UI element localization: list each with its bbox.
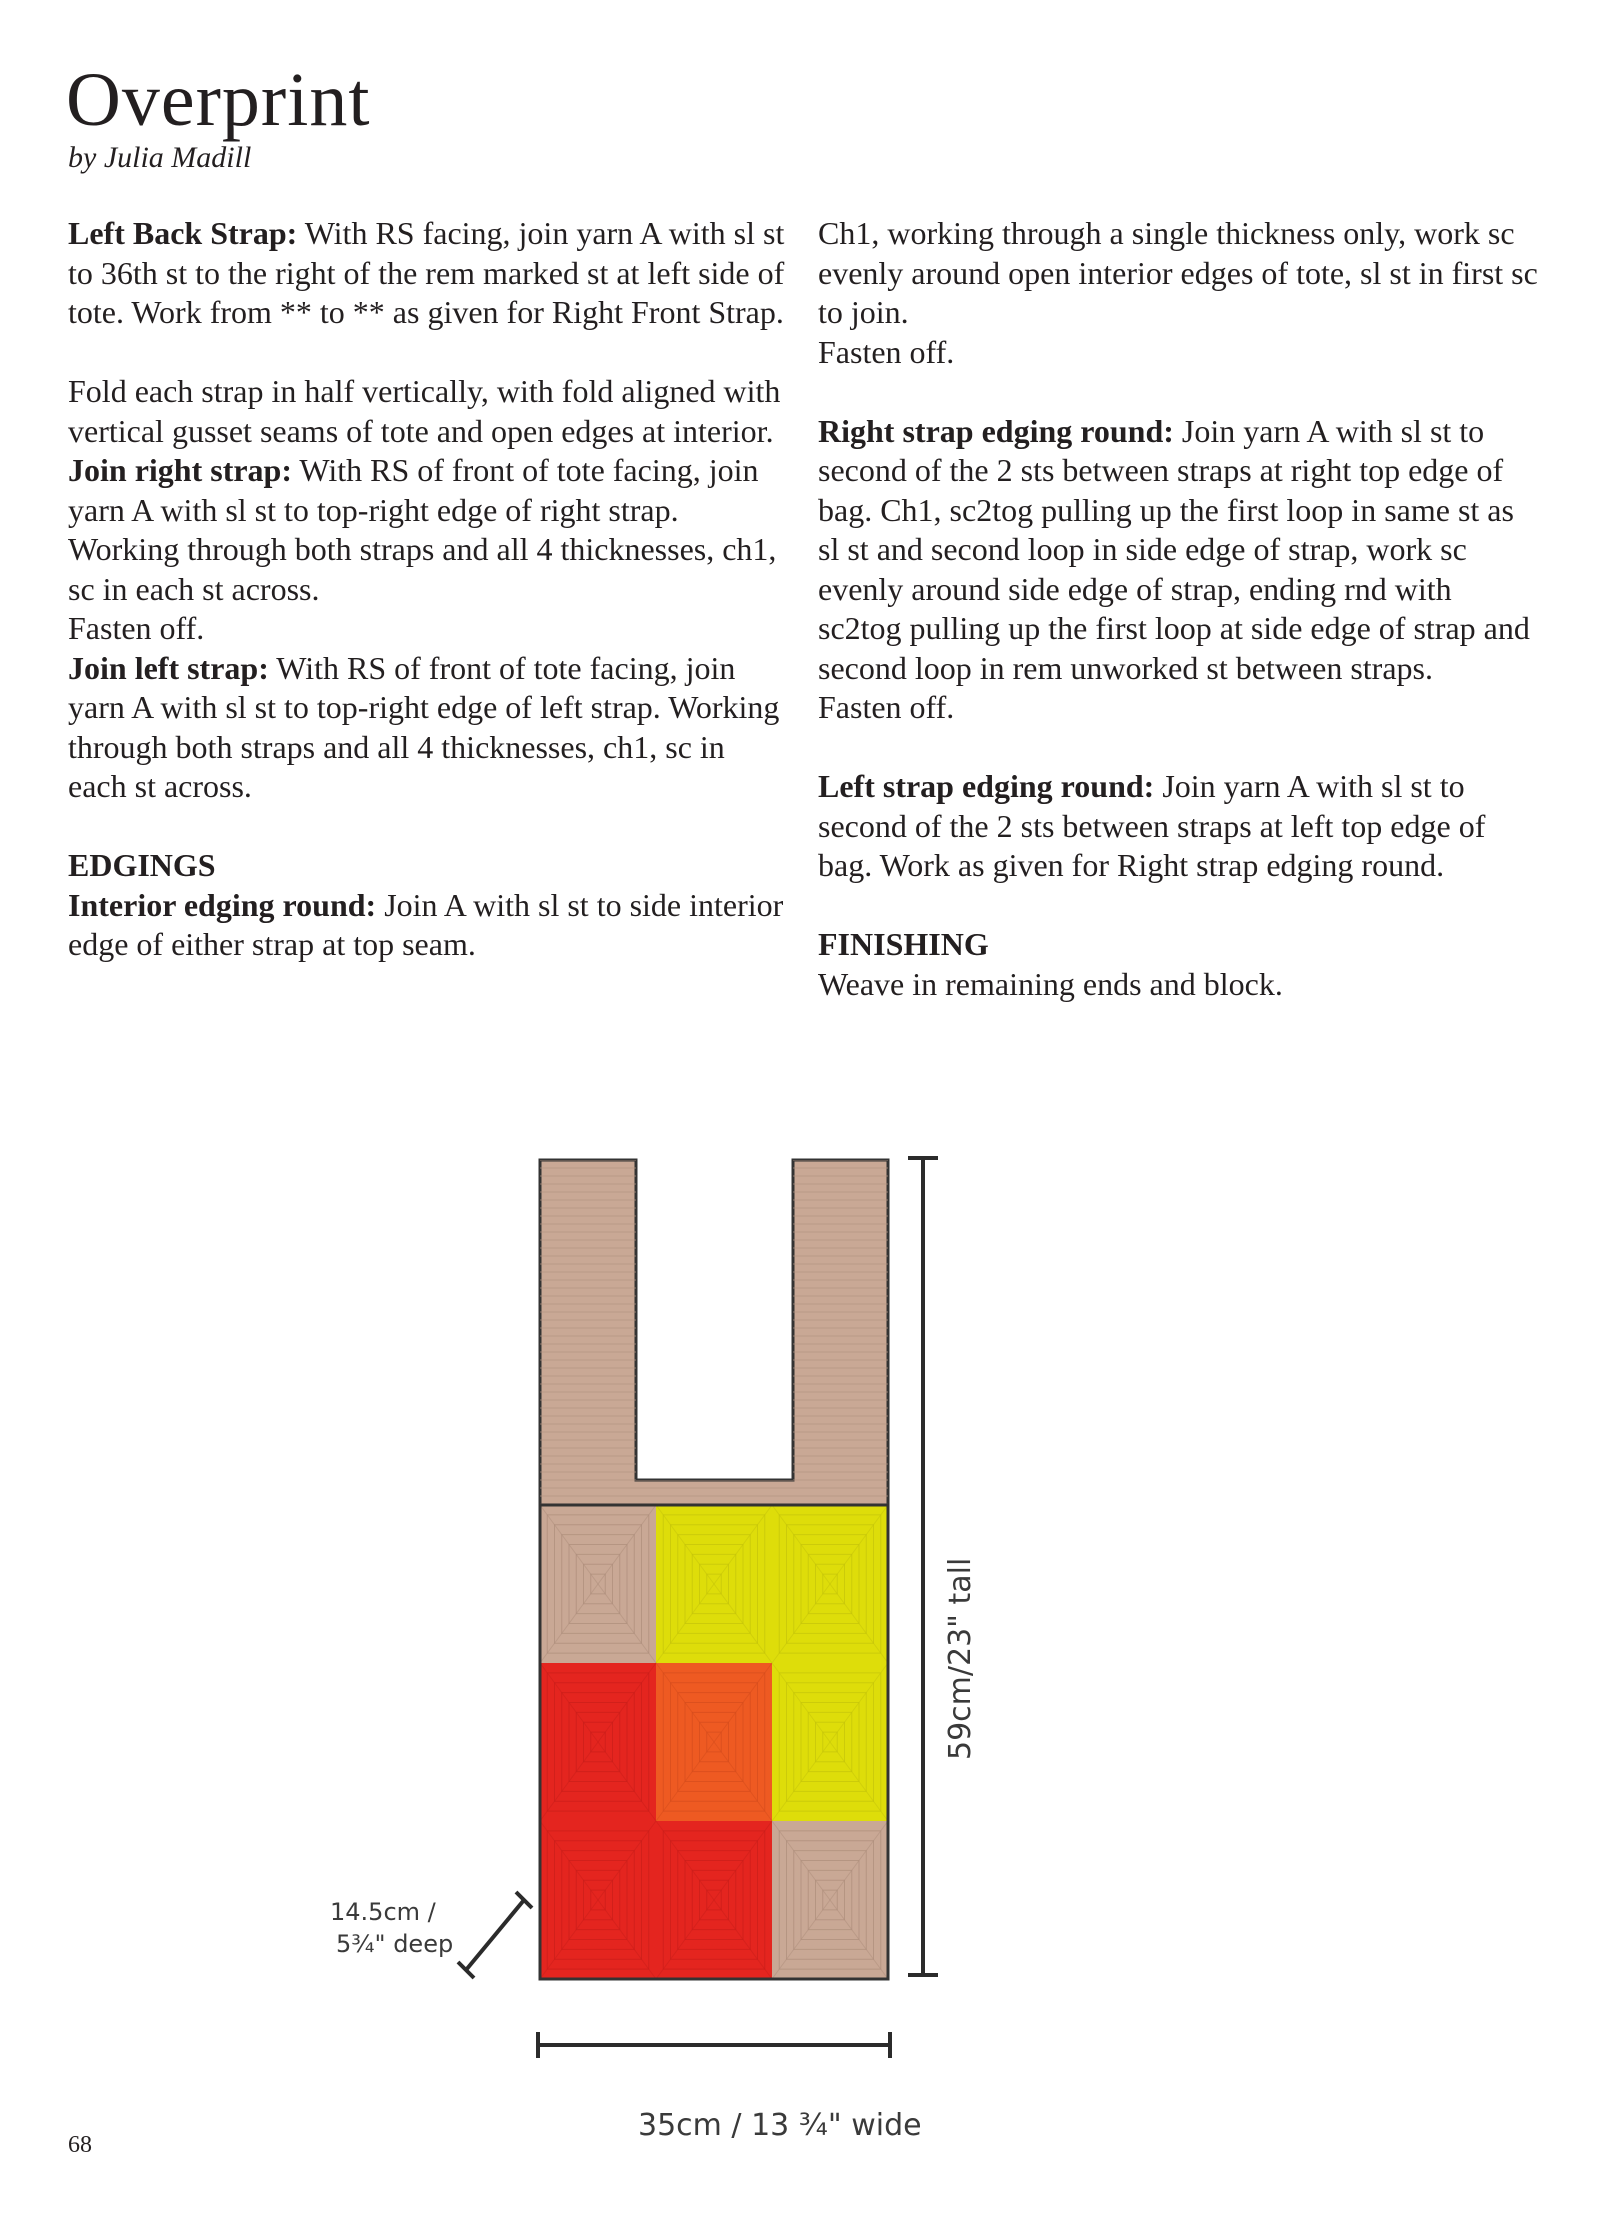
depth-dimension-line (458, 1892, 532, 1978)
paragraph-text: Weave in remaining ends and block. (818, 965, 1283, 1002)
byline: by Julia Madill (68, 141, 252, 174)
paragraph (68, 451, 788, 609)
paragraph (68, 846, 788, 886)
paragraph-text: Fasten off. (818, 689, 955, 725)
paragraph-text: Join yarn A with sl st to second of the 2 sts between straps at right top edge of bag. Ch1, sc2tog pulling up the first loop in same st as sl st and second loop in side edge of strap, work sc evenly around side edge of strap, ending rnd with sc2tog pulling up the first loop at side edge of strap and second loop in rem unworked st between straps. (818, 412, 1530, 686)
paragraph-gap (818, 372, 1538, 412)
paragraph (68, 372, 788, 451)
paragraph (818, 925, 1538, 965)
paragraph (818, 214, 1538, 333)
paragraph-heading: EDGINGS (68, 847, 216, 883)
right-text-column (818, 214, 1538, 1004)
paragraph-gap (68, 333, 788, 373)
paragraph-heading: Left Back Strap: (68, 215, 298, 251)
paragraph-gap (818, 886, 1538, 926)
tote-bag-schematic (318, 1140, 1153, 2170)
paragraph-text: Ch1, working through a single thickness only, work sc evenly around open interior edges of tote, sl st in first sc to join. (818, 215, 1538, 330)
paragraph-text: With RS of front of tote facing, join yarn A with sl st to top-right edge of left strap. Working through both straps and all 4 thicknesses, ch1, sc in each st across. (68, 649, 780, 804)
page-number: 68 (68, 2132, 92, 2158)
paragraph-text: With RS of front of tote facing, join yarn A with sl st to top-right edge of right strap. Working through both straps and all 4 thicknesses, ch1, sc in each st across. (68, 452, 777, 607)
paragraph-text: Fasten off. (818, 333, 955, 370)
granny-square-grid (540, 1505, 888, 1979)
page-title: Overprint (66, 58, 371, 142)
paragraph-heading: Interior edging round: (68, 886, 377, 923)
left-text-column (68, 214, 788, 965)
paragraph (818, 412, 1538, 689)
paragraph-text: Fold each strap in half vertically, with fold aligned with vertical gusset seams of tote and open edges at interior. (68, 373, 781, 449)
paragraph-heading: Join left strap: (68, 649, 269, 686)
depth-label-line2: 5¾" deep (336, 1930, 454, 1958)
paragraph (818, 767, 1538, 886)
paragraph (68, 214, 788, 333)
depth-label-line1: 14.5cm / (330, 1898, 436, 1926)
height-dimension-line (908, 1158, 938, 1975)
paragraph-text: Join yarn A with sl st to second of the 2 sts between straps at left top edge of bag. Work as given for Right strap edging round. (818, 768, 1486, 883)
paragraph-heading: FINISHING (818, 926, 989, 962)
tote-bag-drawing (318, 1140, 1153, 2170)
paragraph-text: Join A with sl st to side interior edge of either strap at top seam. (68, 886, 784, 962)
width-label: 35cm / 13 ¾" wide (638, 2108, 922, 2143)
paragraph-gap (818, 728, 1538, 768)
paragraph (68, 649, 788, 807)
paragraph-heading: Join right strap: (68, 452, 292, 488)
height-label: 59cm/23" tall (943, 1557, 978, 1760)
paragraph (68, 609, 788, 649)
paragraph (68, 886, 788, 965)
paragraph (818, 965, 1538, 1005)
paragraph-text: With RS facing, join yarn A with sl st to 36th st to the right of the rem marked st at left side of tote. Work from ** to ** as given for Right Front Strap. (68, 215, 785, 330)
paragraph (818, 333, 1538, 373)
paragraph-text: Fasten off. (68, 610, 205, 646)
paragraph-gap (68, 807, 788, 847)
paragraph-heading: Left strap edging round: (818, 768, 1155, 804)
width-dimension-line (538, 2032, 890, 2058)
paragraph-heading: Right strap edging round: (818, 412, 1174, 449)
paragraph (818, 688, 1538, 728)
